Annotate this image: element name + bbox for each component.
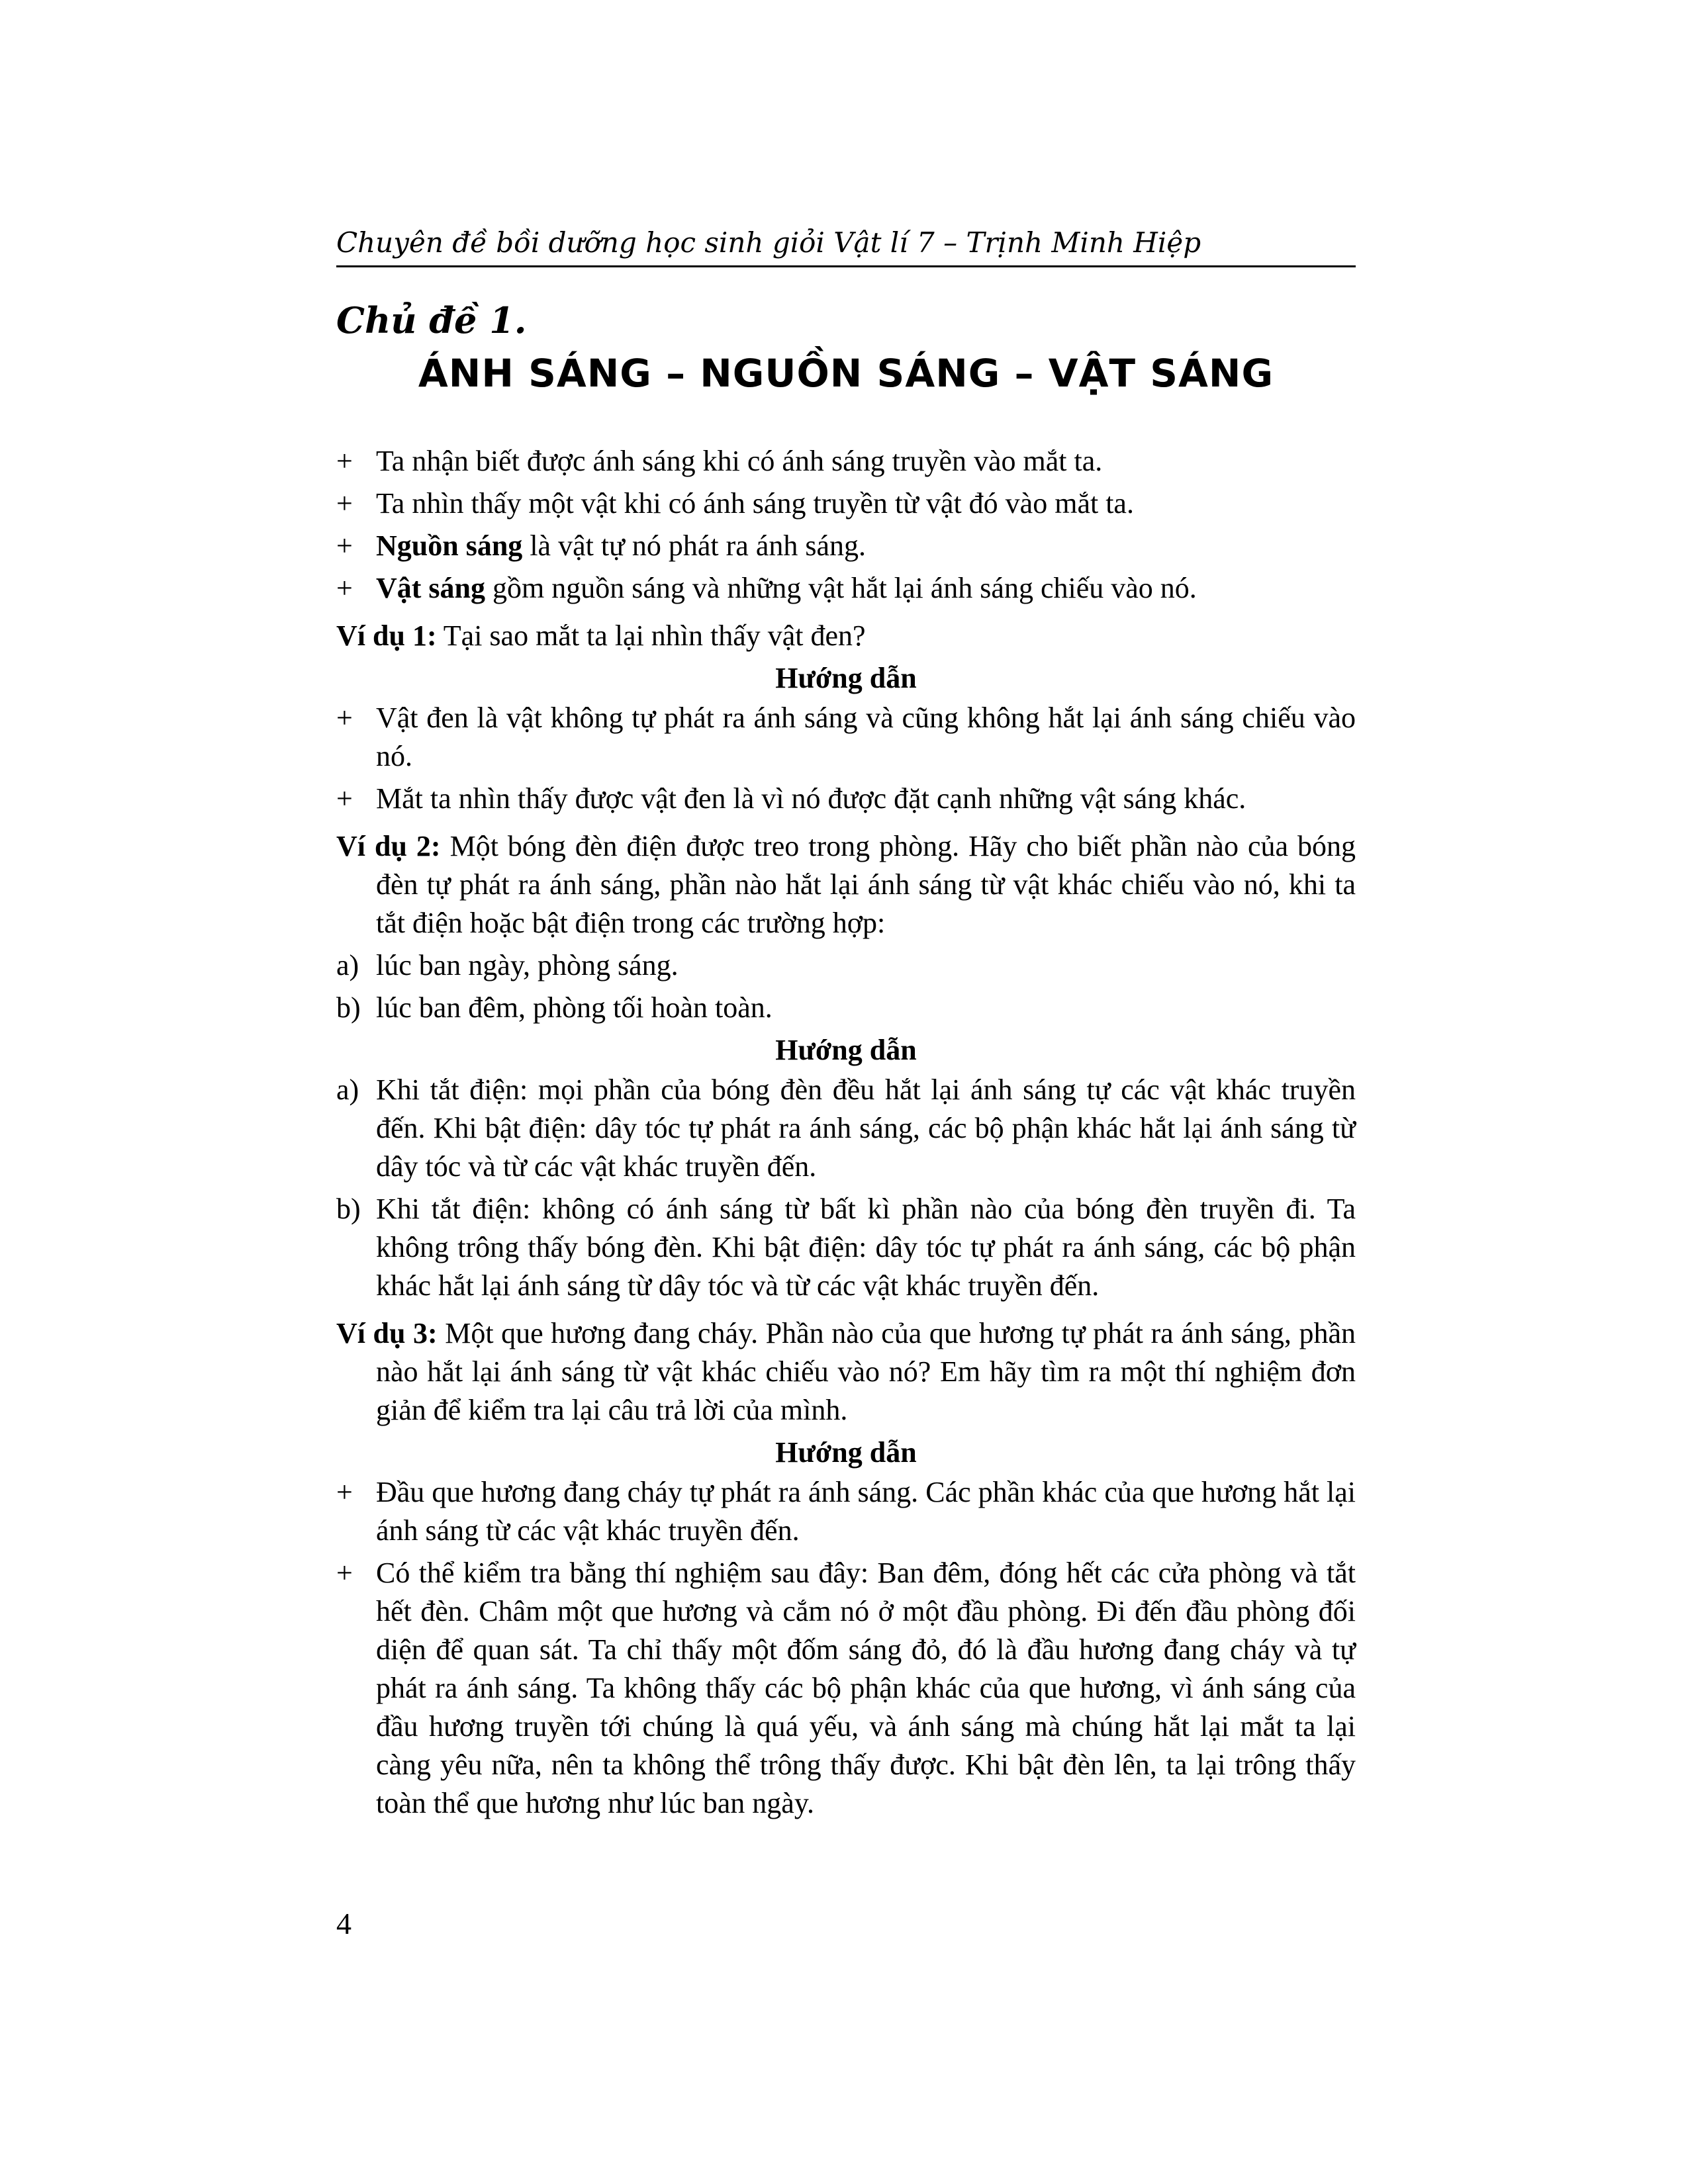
bullet-mark: + bbox=[336, 529, 353, 562]
bullet-mark: + bbox=[336, 572, 353, 604]
case-mark: b) bbox=[336, 991, 361, 1024]
example-question: Tại sao mắt ta lại nhìn thấy vật đen? bbox=[436, 619, 866, 652]
bullet-mark: + bbox=[336, 1557, 353, 1589]
example-label: Ví dụ 2: bbox=[336, 830, 441, 862]
answer-text: Vật đen là vật không tự phát ra ánh sáng và cũng không hắt lại ánh sáng chiếu vào nó. bbox=[376, 702, 1356, 772]
answer-text: Có thể kiểm tra bằng thí nghiệm sau đây: Ban đêm, đóng hết các cửa phòng và tắt hết đèn. Châm một que hương và cắm nó ở một đầu phòng. Đi đến đầu phòng đối diện để quan sát. Ta chỉ thấy một đốm sáng đỏ, đó là đầu hương đang cháy và tự phát ra ánh sáng. Ta không thấy các bộ phận khác của que hương, vì ánh sáng của đầu hương truyền tới chúng là quá yếu, và ánh sáng mà chúng hắt lại mắt ta lại càng yêu nữa, nên ta không thể trông thấy được. Khi bật đèn lên, ta lại trông thấy toàn thể que hương như lúc ban ngày. bbox=[376, 1557, 1356, 1819]
answer-item bbox=[336, 780, 1356, 818]
intro-item bbox=[336, 484, 1356, 523]
case-mark: b) bbox=[336, 1193, 361, 1225]
example-label: Ví dụ 3: bbox=[336, 1317, 438, 1349]
case-text: lúc ban ngày, phòng sáng. bbox=[376, 949, 679, 981]
example-question: Một bóng đèn điện được treo trong phòng. Hãy cho biết phần nào của bóng đèn tự phát ra ánh sáng, phần nào hắt lại ánh sáng từ vật khác chiếu vào nó, khi ta tắt điện hoặc bật điện trong các trường hợp: bbox=[376, 830, 1356, 939]
case-mark: a) bbox=[336, 1073, 359, 1106]
bullet-mark: + bbox=[336, 782, 353, 815]
answer-text: Khi tắt điện: mọi phần của bóng đèn đều hắt lại ánh sáng tự các vật khác truyền đến. Khi bật điện: dây tóc tự phát ra ánh sáng, các bộ phận khác hắt lại ánh sáng từ dây tóc và từ các vật khác truyền đến. bbox=[376, 1073, 1356, 1183]
intro-item bbox=[336, 569, 1356, 608]
example-3 bbox=[336, 1314, 1356, 1430]
intro-text: Ta nhận biết được ánh sáng khi có ánh sáng truyền vào mắt ta. bbox=[376, 445, 1103, 477]
answer-text: Khi tắt điện: không có ánh sáng từ bất kì phần nào của bóng đèn truyền đi. Ta không trông thấy bóng đèn. Khi bật điện: dây tóc tự phát ra ánh sáng, các bộ phận khác hắt lại ánh sáng từ dây tóc và từ các vật khác truyền đến. bbox=[376, 1193, 1356, 1302]
answer-item bbox=[336, 1554, 1356, 1823]
answer-item bbox=[336, 1473, 1356, 1550]
topic-label: Chủ đề 1. bbox=[336, 299, 527, 341]
bullet-mark: + bbox=[336, 487, 353, 520]
answer-text: Mắt ta nhìn thấy được vật đen là vì nó được đặt cạnh những vật sáng khác. bbox=[376, 782, 1246, 815]
case-item bbox=[336, 989, 1356, 1027]
content-body bbox=[336, 442, 1356, 1827]
guide-heading: Hướng dẫn bbox=[775, 1436, 917, 1469]
example-1 bbox=[336, 617, 1356, 655]
answer-item bbox=[336, 1071, 1356, 1186]
intro-text: Ta nhìn thấy một vật khi có ánh sáng truyền từ vật đó vào mắt ta. bbox=[376, 487, 1134, 520]
bullet-mark: + bbox=[336, 1476, 353, 1508]
term-lit-object: Vật sáng bbox=[376, 572, 486, 604]
page-title: ÁNH SÁNG – NGUỒN SÁNG – VẬT SÁNG bbox=[418, 351, 1274, 396]
guide-heading: Hướng dẫn bbox=[775, 1034, 917, 1066]
example-label: Ví dụ 1: bbox=[336, 619, 437, 652]
intro-text: là vật tự nó phát ra ánh sáng. bbox=[522, 529, 867, 562]
answer-text: Đầu que hương đang cháy tự phát ra ánh sáng. Các phần khác của que hương hắt lại ánh sáng từ các vật khác truyền đến. bbox=[376, 1476, 1356, 1547]
running-header: Chuyên đề bồi dưỡng học sinh giỏi Vật lí 7 – Trịnh Minh Hiệp bbox=[336, 226, 1356, 267]
intro-item bbox=[336, 527, 1356, 565]
bullet-mark: + bbox=[336, 445, 353, 477]
example-2 bbox=[336, 827, 1356, 942]
term-light-source: Nguồn sáng bbox=[376, 529, 523, 562]
case-mark: a) bbox=[336, 949, 359, 981]
intro-item bbox=[336, 442, 1356, 480]
guide-heading: Hướng dẫn bbox=[775, 662, 917, 694]
bullet-mark: + bbox=[336, 702, 353, 734]
page-number: 4 bbox=[336, 1907, 352, 1940]
intro-text: gồm nguồn sáng và những vật hắt lại ánh sáng chiếu vào nó. bbox=[485, 572, 1197, 604]
case-text: lúc ban đêm, phòng tối hoàn toàn. bbox=[376, 991, 773, 1024]
answer-item bbox=[336, 699, 1356, 776]
example-question: Một que hương đang cháy. Phần nào của que hương tự phát ra ánh sáng, phần nào hắt lại ánh sáng từ vật khác chiếu vào nó? Em hãy tìm ra một thí nghiệm đơn giản để kiểm tra lại câu trả lời của mình. bbox=[376, 1317, 1356, 1426]
answer-item bbox=[336, 1190, 1356, 1305]
case-item bbox=[336, 946, 1356, 985]
